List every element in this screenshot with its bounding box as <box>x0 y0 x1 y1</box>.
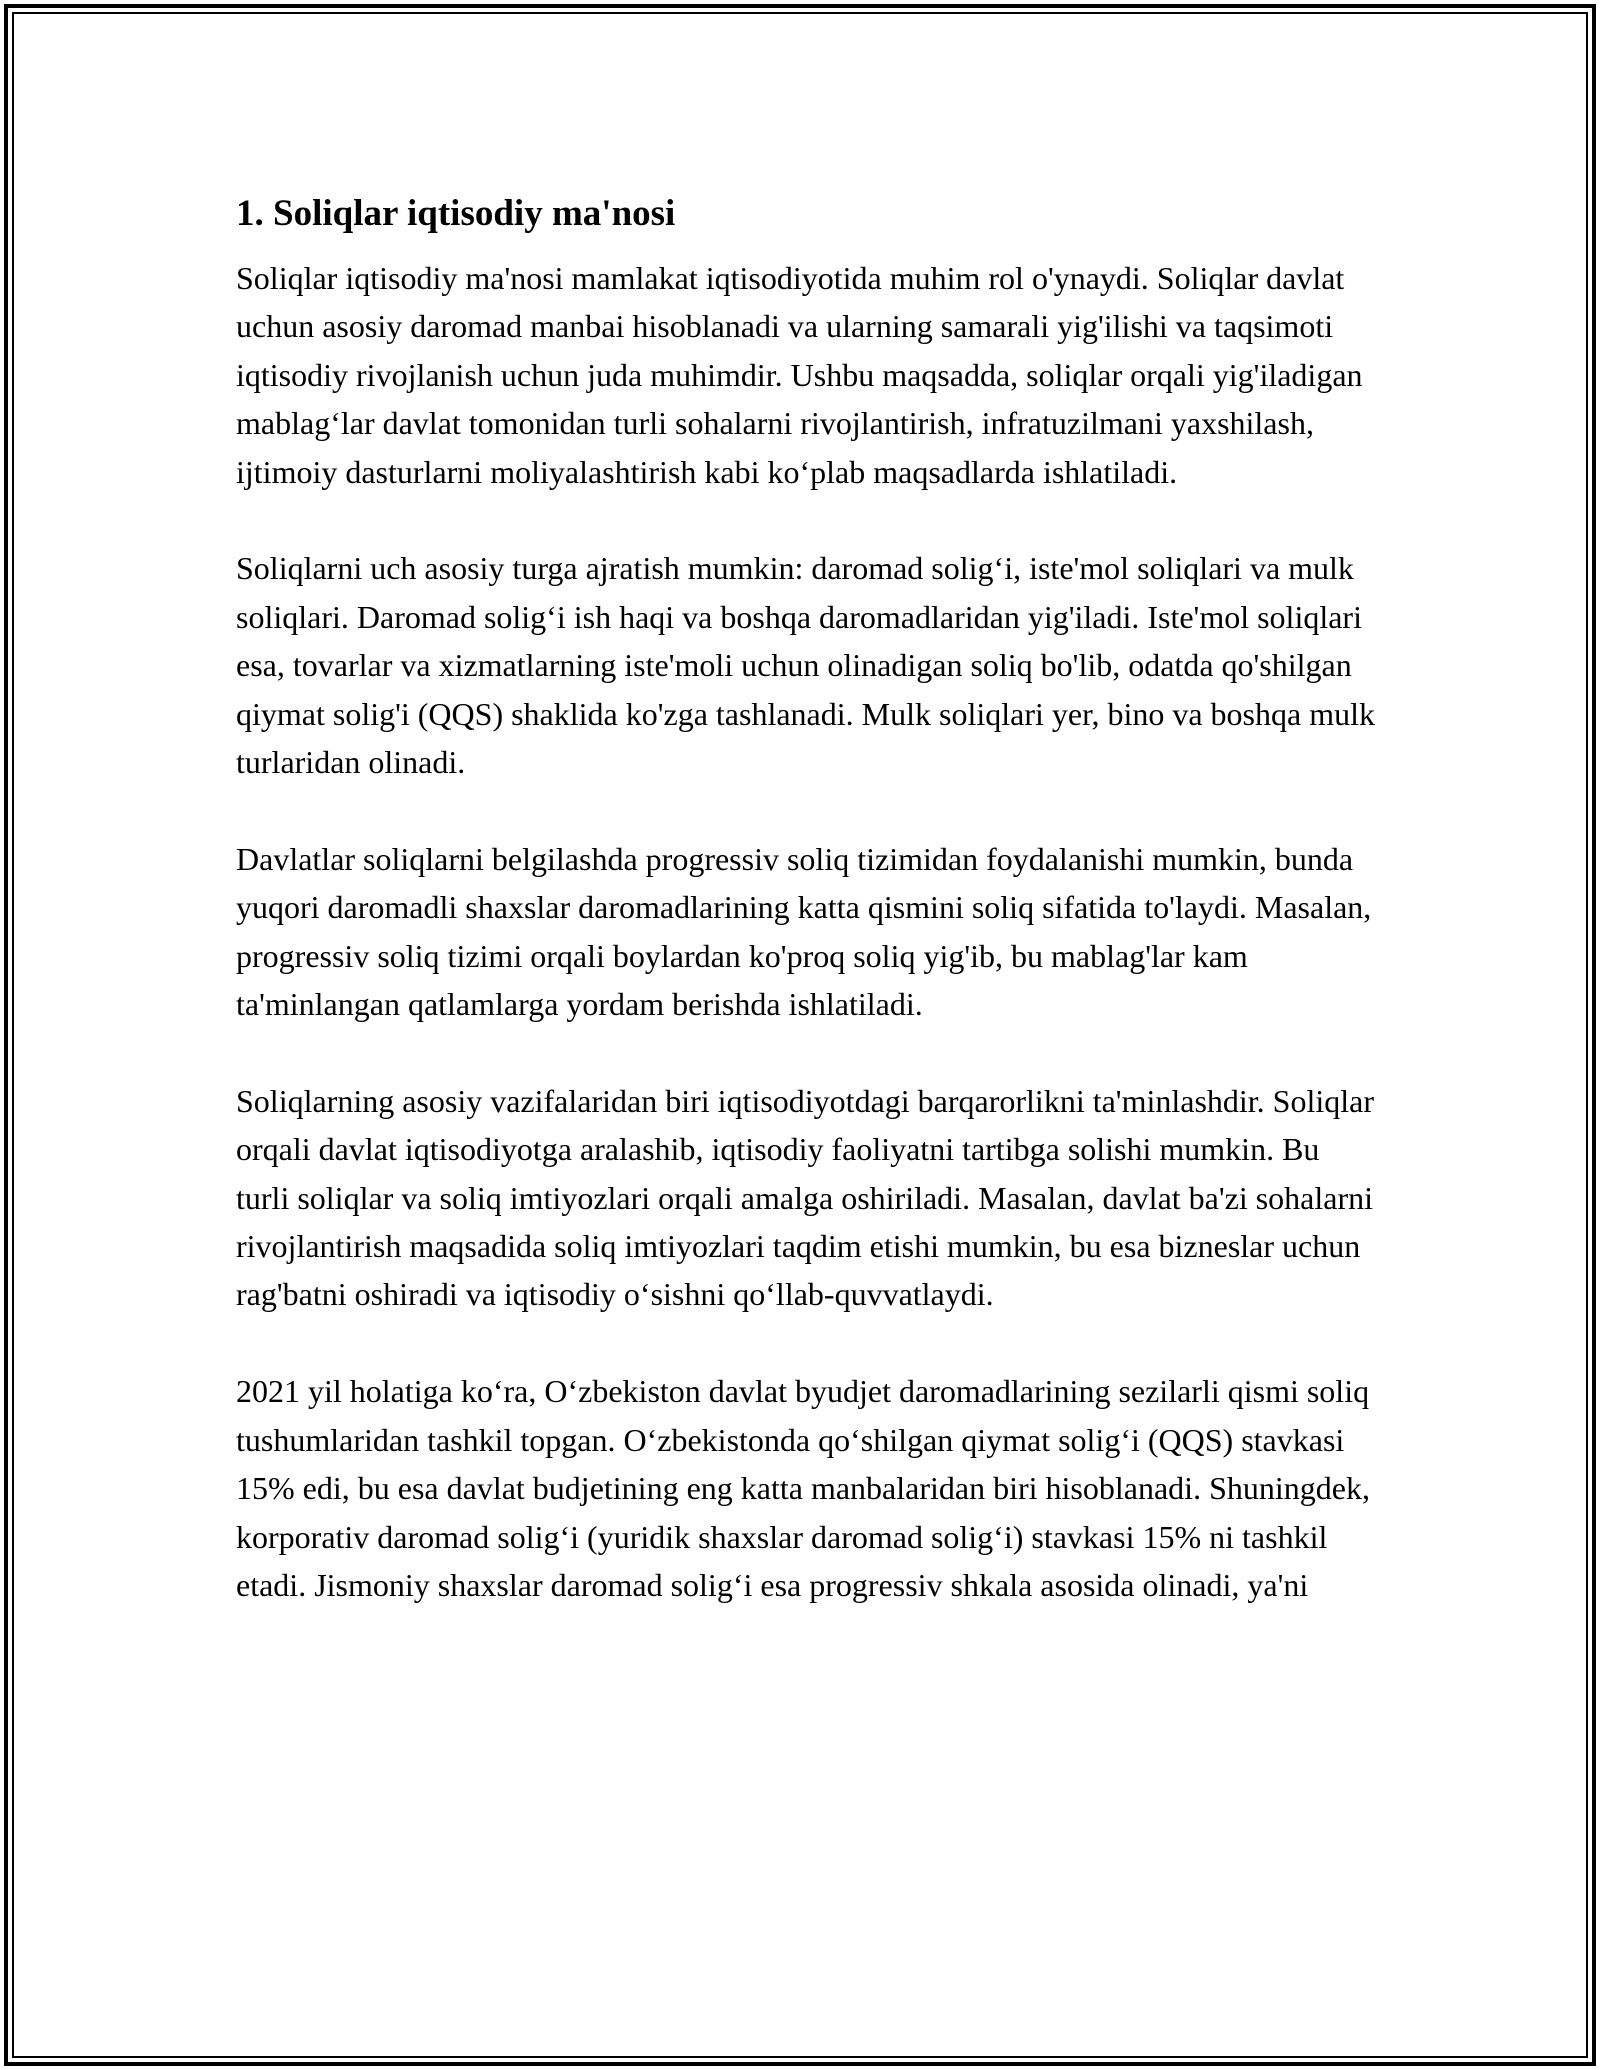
document-body <box>236 186 1376 1609</box>
paragraph: Davlatlar soliqlarni belgilashda progressiv soliq tizimidan foydalanishi mumkin, bunda yuqori daromadli shaxslar daromadlarining katta qismini soliq sifatida to'laydi. Masalan, progressiv soliq tizimi orqali boylardan ko'proq soliq yig'ib, bu mablag'lar kam ta'minlangan qatlamlarga yordam berishda ishlatiladi. <box>236 840 1372 1023</box>
paragraph: Soliqlar iqtisodiy ma'nosi mamlakat iqtisodiyotida muhim rol o'ynaydi. Soliqlar davlat uchun asosiy daromad manbai hisoblanadi va ularning samarali yig'ilishi va taqsimoti iqtisodiy rivojlanish uchun juda muhimdir. Ushbu maqsadda, soliqlar orqali yig'iladigan mablag‘lar davlat tomonidan turli sohalarni rivojlantirish, infratuzilmani yaxshilash, ijtimoiy dasturlarni moliyalashtirish kabi ko‘plab maqsadlarda ishlatiladi. <box>236 260 1363 490</box>
paragraph: 2021 yil holatiga ko‘ra, O‘zbekiston davlat byudjet daromadlarining sezilarli qismi soliq tushumlaridan tashkil topgan. O‘zbekistonda qo‘shilgan qiymat solig‘i (QQS) stavkasi 15% edi, bu esa davlat budjetining eng katta manbalaridan biri hisoblanadi. Shuningdek, korporativ daromad solig‘i (yuridik shaxslar daromad solig‘i) stavkasi 15% ni tashkil etadi. Jismoniy shaxslar daromad solig‘i esa progressiv shkala asosida olinadi, ya'ni <box>236 1373 1370 1603</box>
paragraph: Soliqlarning asosiy vazifalaridan biri iqtisodiyotdagi barqarorlikni ta'minlashdir. Soliqlar orqali davlat iqtisodiyotga aralashib, iqtisodiy faoliyatni tartibga solishi mumkin. Bu turli soliqlar va soliq imtiyozlari orqali amalga oshiriladi. Masalan, davlat ba'zi sohalarni rivojlantirish maqsadida soliq imtiyozlari taqdim etishi mumkin, bu esa bizneslar uchun rag'batni oshiradi va iqtisodiy o‘sishni qo‘llab-quvvatlaydi. <box>236 1082 1374 1313</box>
section-heading: 1. Soliqlar iqtisodiy ma'nosi <box>236 193 676 234</box>
paragraph: Soliqlarni uch asosiy turga ajratish mumkin: daromad solig‘i, iste'mol soliqlari va mulk soliqlari. Daromad solig‘i ish haqi va boshqa daromadlaridan yig'iladi. Iste'mol soliqlari esa, tovarlar va xizmatlarning iste'moli uchun olinadigan soliq bo'lib, odatda qo'shilgan qiymat solig'i (QQS) shaklida ko'zga tashlanadi. Mulk soliqlari yer, bino va boshqa mulk turlaridan olinadi. <box>236 550 1375 781</box>
